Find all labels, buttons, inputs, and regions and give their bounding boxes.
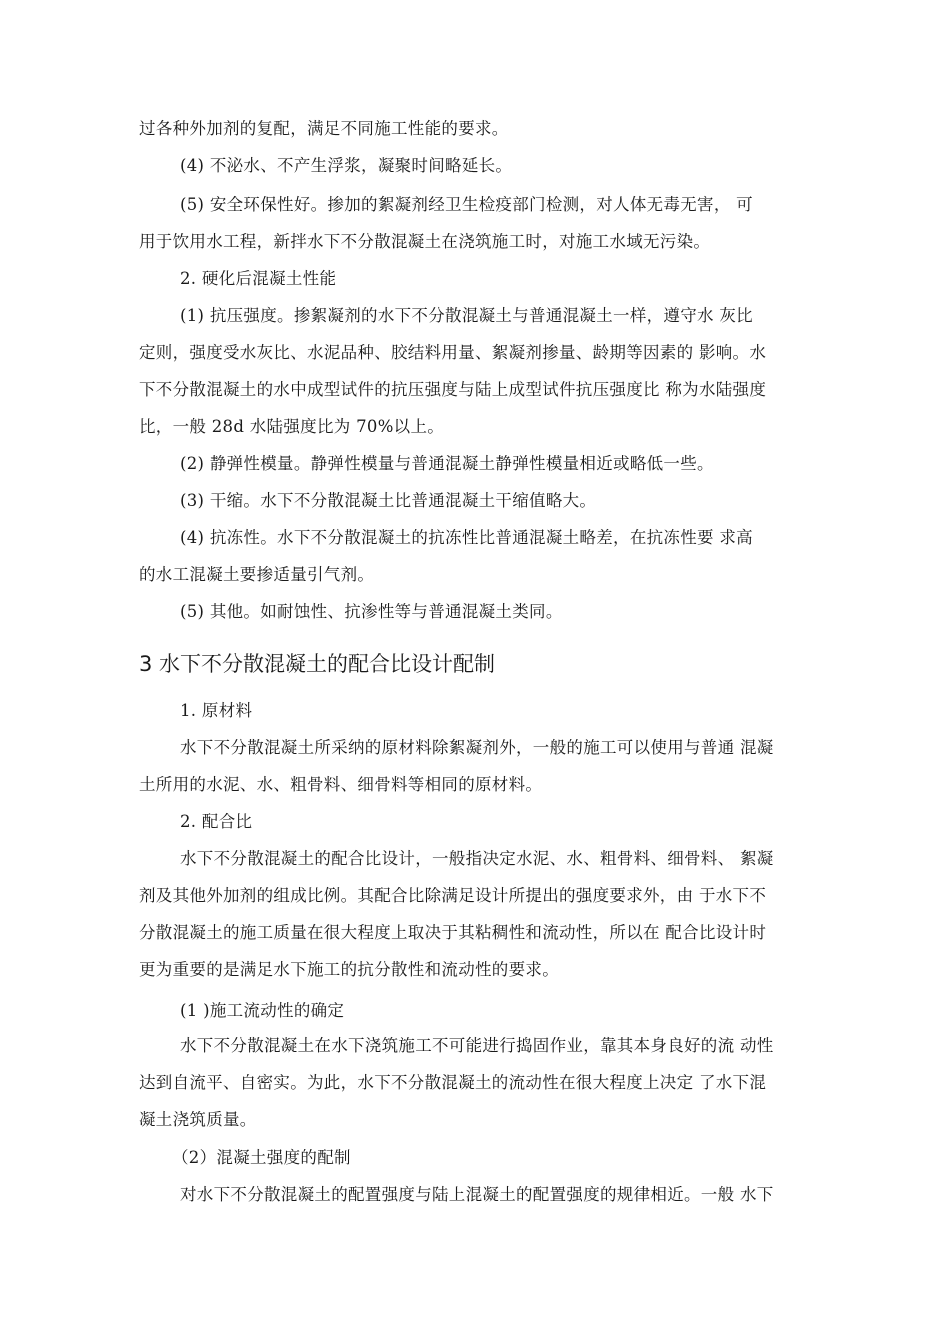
text-line-25: 水下不分散混凝土在水下浇筑施工不可能进行捣固作业，靠其本身良好的流 动性 — [180, 1036, 774, 1055]
text-line-2: (4) 不泌水、不产生浮浆，凝聚时间略延长。 — [180, 156, 513, 175]
text-line-29: 对水下不分散混凝土的配置强度与陆上混凝土的配置强度的规律相近。一般 水下 — [180, 1185, 774, 1204]
text-line-8: 下不分散混凝土的水中成型试件的抗压强度与陆上成型试件抗压强度比 称为水陆强度 — [139, 380, 767, 399]
text-line-1: 过各种外加剂的复配，满足不同施工性能的要求。 — [139, 119, 509, 138]
text-line-22: 分散混凝土的施工质量在很大程度上取决于其粘稠性和流动性，所以在 配合比设计时 — [139, 923, 767, 942]
text-line-10: (2) 静弹性模量。静弹性模量与普通混凝土静弹性模量相近或略低一些。 — [180, 454, 714, 473]
text-line-26: 达到自流平、自密实。为此，水下不分散混凝土的流动性在很大程度上决定 了水下混 — [139, 1073, 767, 1092]
text-line-28: （2）混凝土强度的配制 — [172, 1148, 351, 1167]
text-line-19: 2. 配合比 — [180, 812, 253, 831]
text-line-20: 水下不分散混凝土的配合比设计，一般指决定水泥、水、粗骨料、细骨料、 絮凝 — [180, 849, 774, 868]
text-line-7: 定则，强度受水灰比、水泥品种、胶结料用量、絮凝剂掺量、龄期等因素的 影响。水 — [139, 343, 767, 362]
text-line-23: 更为重要的是满足水下施工的抗分散性和流动性的要求。 — [139, 960, 559, 979]
text-line-21: 剂及其他外加剂的组成比例。其配合比除满足设计所提出的强度要求外，由 于水下不 — [139, 886, 767, 905]
text-line-12: (4) 抗冻性。水下不分散混凝土的抗冻性比普通混凝土略差，在抗冻性要 求高 — [180, 528, 753, 547]
text-line-11: (3) 干缩。水下不分散混凝土比普通混凝土干缩值略大。 — [180, 491, 597, 510]
text-line-24: (1 )施工流动性的确定 — [180, 1001, 345, 1020]
text-line-5: 2. 硬化后混凝土性能 — [180, 269, 337, 288]
text-line-9: 比，一般 28d 水陆强度比为 70%以上。 — [139, 417, 445, 436]
text-line-4: 用于饮用水工程，新拌水下不分散混凝土在浇筑施工时，对施工水域无污染。 — [139, 232, 711, 251]
text-line-3: (5) 安全环保性好。掺加的絮凝剂经卫生检疫部门检测，对人体无毒无害， 可 — [180, 195, 753, 214]
text-line-13: 的水工混凝土要掺适量引气剂。 — [139, 565, 375, 584]
text-line-27: 凝土浇筑质量。 — [139, 1110, 257, 1129]
section-heading: 3 水下不分散混凝土的配合比设计配制 — [139, 652, 496, 676]
text-line-14: (5) 其他。如耐蚀性、抗渗性等与普通混凝土类同。 — [180, 602, 563, 621]
text-line-6: (1) 抗压强度。掺絮凝剂的水下不分散混凝土与普通混凝土一样，遵守水 灰比 — [180, 306, 753, 325]
text-line-18: 土所用的水泥、水、粗骨料、细骨料等相同的原材料。 — [139, 775, 543, 794]
text-line-16: 1. 原材料 — [180, 701, 253, 720]
text-line-17: 水下不分散混凝土所采纳的原材料除絮凝剂外，一般的施工可以使用与普通 混凝 — [180, 738, 774, 757]
